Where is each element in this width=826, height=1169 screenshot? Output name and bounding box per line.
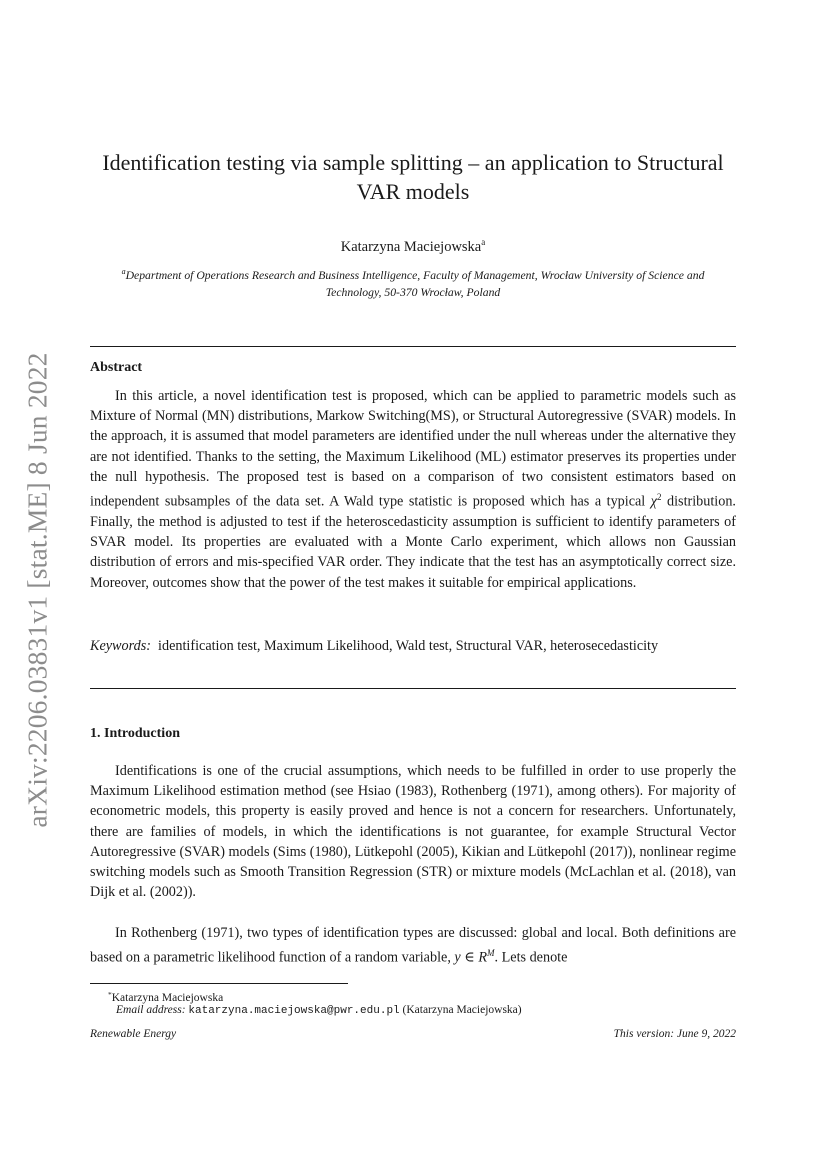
affiliation (100, 263, 726, 301)
keywords-text: identification test, Maximum Likelihood, Wald test, Structural VAR, heterosecedasticity (158, 638, 659, 654)
arxiv-identifier-stamp (16, 340, 60, 840)
math-variable-y: y (454, 949, 461, 966)
journal-name: Renewable Energy (90, 1028, 177, 1040)
section-heading-introduction: 1. Introduction (90, 726, 180, 741)
email-label: Email address: (116, 1004, 186, 1016)
affiliation-text: Department of Operations Research and Business Intelligence, Faculty of Management, Wrocław University of Science and Technology, 50-370 Wrocław, Poland (125, 269, 705, 299)
email-address-link[interactable]: katarzyna.maciejowska@pwr.edu.pl (188, 1005, 400, 1017)
abstract-top-rule (90, 346, 736, 347)
abstract-body (90, 386, 736, 593)
email-owner: (Katarzyna Maciejowska) (402, 1004, 522, 1016)
author-name: Katarzyna Maciejowska (340, 239, 482, 255)
abstract-bottom-rule (90, 688, 736, 689)
chi-symbol: χ (650, 493, 657, 510)
author-affiliation-marker: a (481, 237, 486, 247)
footnote-marker: * (108, 990, 112, 999)
author-line (90, 233, 736, 256)
paper-title: Identification testing via sample splitting – an application to Structural VAR models (102, 150, 724, 204)
version-date: This version: June 9, 2022 (613, 1028, 736, 1040)
math-element-of: ∈ (460, 949, 479, 966)
introduction-paragraph-2 (90, 923, 736, 968)
keywords (90, 636, 736, 656)
abstract-text-part1: In this article, a novel identification test is proposed, which can be applied to parametric models such as Mixture of Normal (MN) distributions, Markow Switching(MS), or Structural Autoregressive (SVAR) models. In the approach, it is assumed that model parameters are identified under the null whereas under the alternative they are not identified. Thanks to the setting, the Maximum Likelihood (ML) estimator preserves its properties under the null hypothesis. The proposed test is based on a comparison of two consistent estimators based on independent subsamples of the data set. A Wald type statistic is proposed which has a typical (90, 388, 736, 510)
math-exponent-m: M (487, 948, 495, 959)
abstract-heading: Abstract (90, 360, 143, 375)
introduction-paragraph-1: Identifications is one of the crucial assumptions, which needs to be fulfilled in order to use properly the Maximum Likelihood estimation method (see Hsiao (1983), Rothenberg (1971), among others). For majority of econometric models, this property is easily proved and hence is not a concern for researchers. Unfortunately, there are families of models, in which the identifications is not guarantee, for example Structural Vector Autoregressive (SVAR) models (Sims (1980), Lütkepohl (2005), Kikian and Lütkepohl (2017)), nonlinear regime switching models such as Smooth Transition Regression (STR) or mixture models (McLachlan et al. (2018), van Dijk et al. (2002)). (90, 763, 736, 901)
footnote-name: Katarzyna Maciejowska (111, 992, 224, 1004)
intro-p2-text: In Rothenberg (1971), two types of identification types are discussed: global and local. Both definitions are based on a parametric likelihood function of a random variable, (90, 925, 736, 966)
chi-exponent: 2 (657, 492, 662, 503)
footnote-email-line (116, 1003, 762, 1019)
intro-p2-tail: . Lets denote (494, 949, 568, 966)
affiliation-marker: a (121, 267, 126, 276)
math-set-r: R (478, 949, 488, 966)
arxiv-identifier-text: arXiv:2206.03831v1 [stat.ME] 8 Jun 2022 (22, 352, 54, 828)
abstract-text-part2: distribution. Finally, the method is adjusted to test if the heteroscedasticity assumption is sufficient to identify parameters of SVAR model. Its properties are evaluated with a Monte Carlo experiment, which allows non Gaussian distribution of errors and mis-specified VAR order. They indicate that the test has an asymptotically correct size. Moreover, outcomes show that the power of the test makes it suitable for empirical applications. (90, 493, 736, 591)
footnote-rule (90, 983, 348, 984)
keywords-label: Keywords: (90, 638, 151, 654)
